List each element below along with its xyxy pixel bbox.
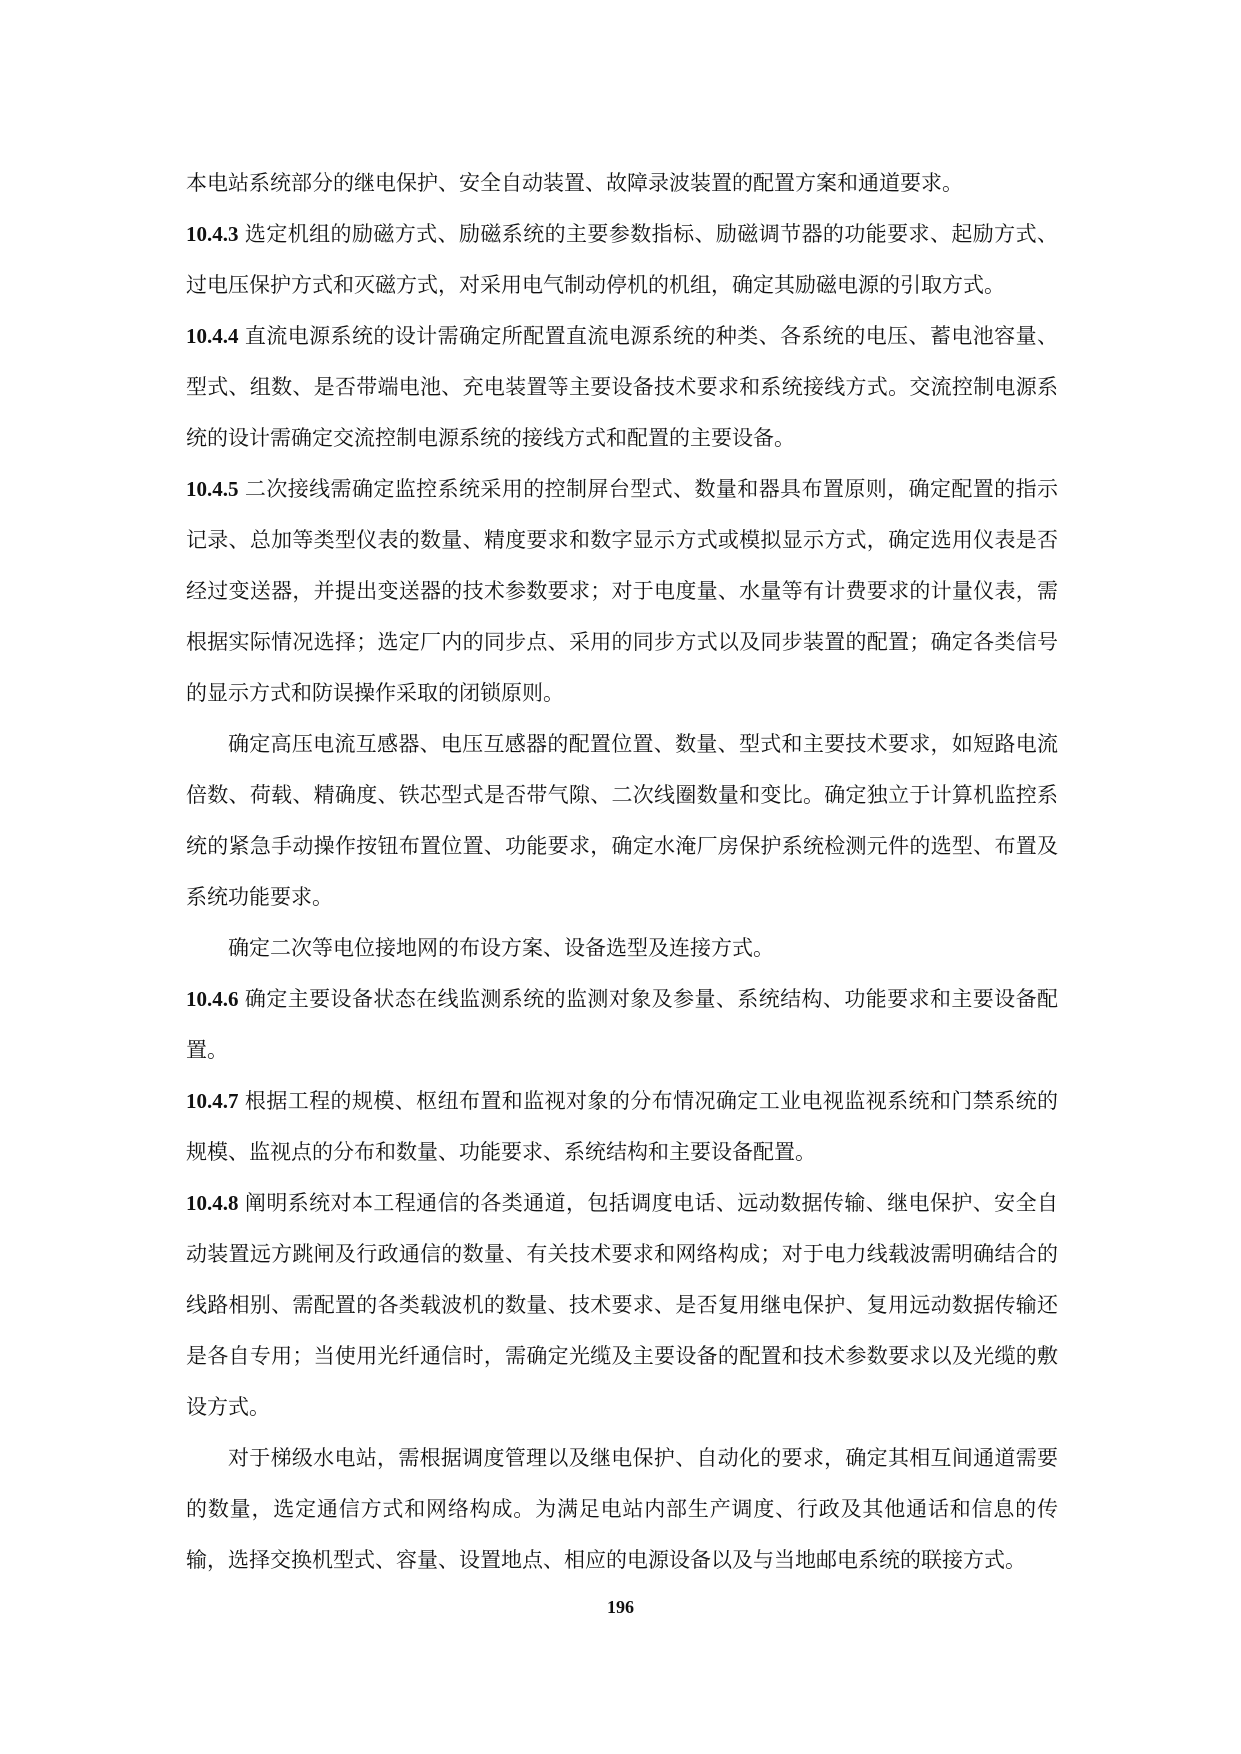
clause-number: 10.4.5 xyxy=(186,477,239,501)
paragraph xyxy=(186,209,1058,311)
paragraph xyxy=(186,1076,1058,1178)
clause-number: 10.4.8 xyxy=(186,1191,239,1215)
paragraph xyxy=(186,311,1058,464)
paragraph-text: 本电站系统部分的继电保护、安全自动装置、故障录波装置的配置方案和通道要求。 xyxy=(186,171,963,195)
paragraph xyxy=(186,719,1058,923)
paragraph xyxy=(186,1433,1058,1586)
paragraph xyxy=(186,974,1058,1076)
paragraph-text: 确定高压电流互感器、电压互感器的配置位置、数量、型式和主要技术要求，如短路电流倍数、荷载、精确度、铁芯型式是否带气隙、二次线圈数量和变比。确定独立于计算机监控系统的紧急手动操作按钮布置位置、功能要求，确定水淹厂房保护系统检测元件的选型、布置及系统功能要求。 xyxy=(186,732,1058,909)
paragraph xyxy=(186,923,1058,974)
clause-number: 10.4.6 xyxy=(186,987,239,1011)
paragraph-text: 选定机组的励磁方式、励磁系统的主要参数指标、励磁调节器的功能要求、起励方式、过电压保护方式和灭磁方式，对采用电气制动停机的机组，确定其励磁电源的引取方式。 xyxy=(186,222,1058,297)
paragraph-text: 确定主要设备状态在线监测系统的监测对象及参量、系统结构、功能要求和主要设备配置。 xyxy=(186,987,1058,1062)
paragraph xyxy=(186,1178,1058,1433)
paragraph-text: 根据工程的规模、枢纽布置和监视对象的分布情况确定工业电视监视系统和门禁系统的规模、监视点的分布和数量、功能要求、系统结构和主要设备配置。 xyxy=(186,1089,1058,1164)
paragraph-text: 阐明系统对本工程通信的各类通道，包括调度电话、远动数据传输、继电保护、安全自动装置远方跳闸及行政通信的数量、有关技术要求和网络构成；对于电力线载波需明确结合的线路相别、需配置的各类载波机的数量、技术要求、是否复用继电保护、复用远动数据传输还是各自专用；当使用光纤通信时，需确定光缆及主要设备的配置和技术参数要求以及光缆的敷设方式。 xyxy=(186,1191,1058,1419)
document-body xyxy=(186,158,1058,1586)
paragraph-text: 二次接线需确定监控系统采用的控制屏台型式、数量和器具布置原则，确定配置的指示记录、总加等类型仪表的数量、精度要求和数字显示方式或模拟显示方式，确定选用仪表是否经过变送器，并提出变送器的技术参数要求；对于电度量、水量等有计费要求的计量仪表，需根据实际情况选择；选定厂内的同步点、采用的同步方式以及同步装置的配置；确定各类信号的显示方式和防误操作采取的闭锁原则。 xyxy=(186,477,1058,705)
paragraph-text: 确定二次等电位接地网的布设方案、设备选型及连接方式。 xyxy=(228,936,774,960)
clause-number: 10.4.7 xyxy=(186,1089,239,1113)
page-number: 196 xyxy=(607,1597,634,1617)
paragraph xyxy=(186,158,1058,209)
clause-number: 10.4.3 xyxy=(186,222,239,246)
paragraph xyxy=(186,464,1058,719)
paragraph-text: 对于梯级水电站，需根据调度管理以及继电保护、自动化的要求，确定其相互间通道需要的数量，选定通信方式和网络构成。为满足电站内部生产调度、行政及其他通话和信息的传输，选择交换机型式、容量、设置地点、相应的电源设备以及与当地邮电系统的联接方式。 xyxy=(186,1446,1058,1572)
clause-number: 10.4.4 xyxy=(186,324,239,348)
paragraph-text: 直流电源系统的设计需确定所配置直流电源系统的种类、各系统的电压、蓄电池容量、型式、组数、是否带端电池、充电装置等主要设备技术要求和系统接线方式。交流控制电源系统的设计需确定交流控制电源系统的接线方式和配置的主要设备。 xyxy=(186,324,1058,450)
